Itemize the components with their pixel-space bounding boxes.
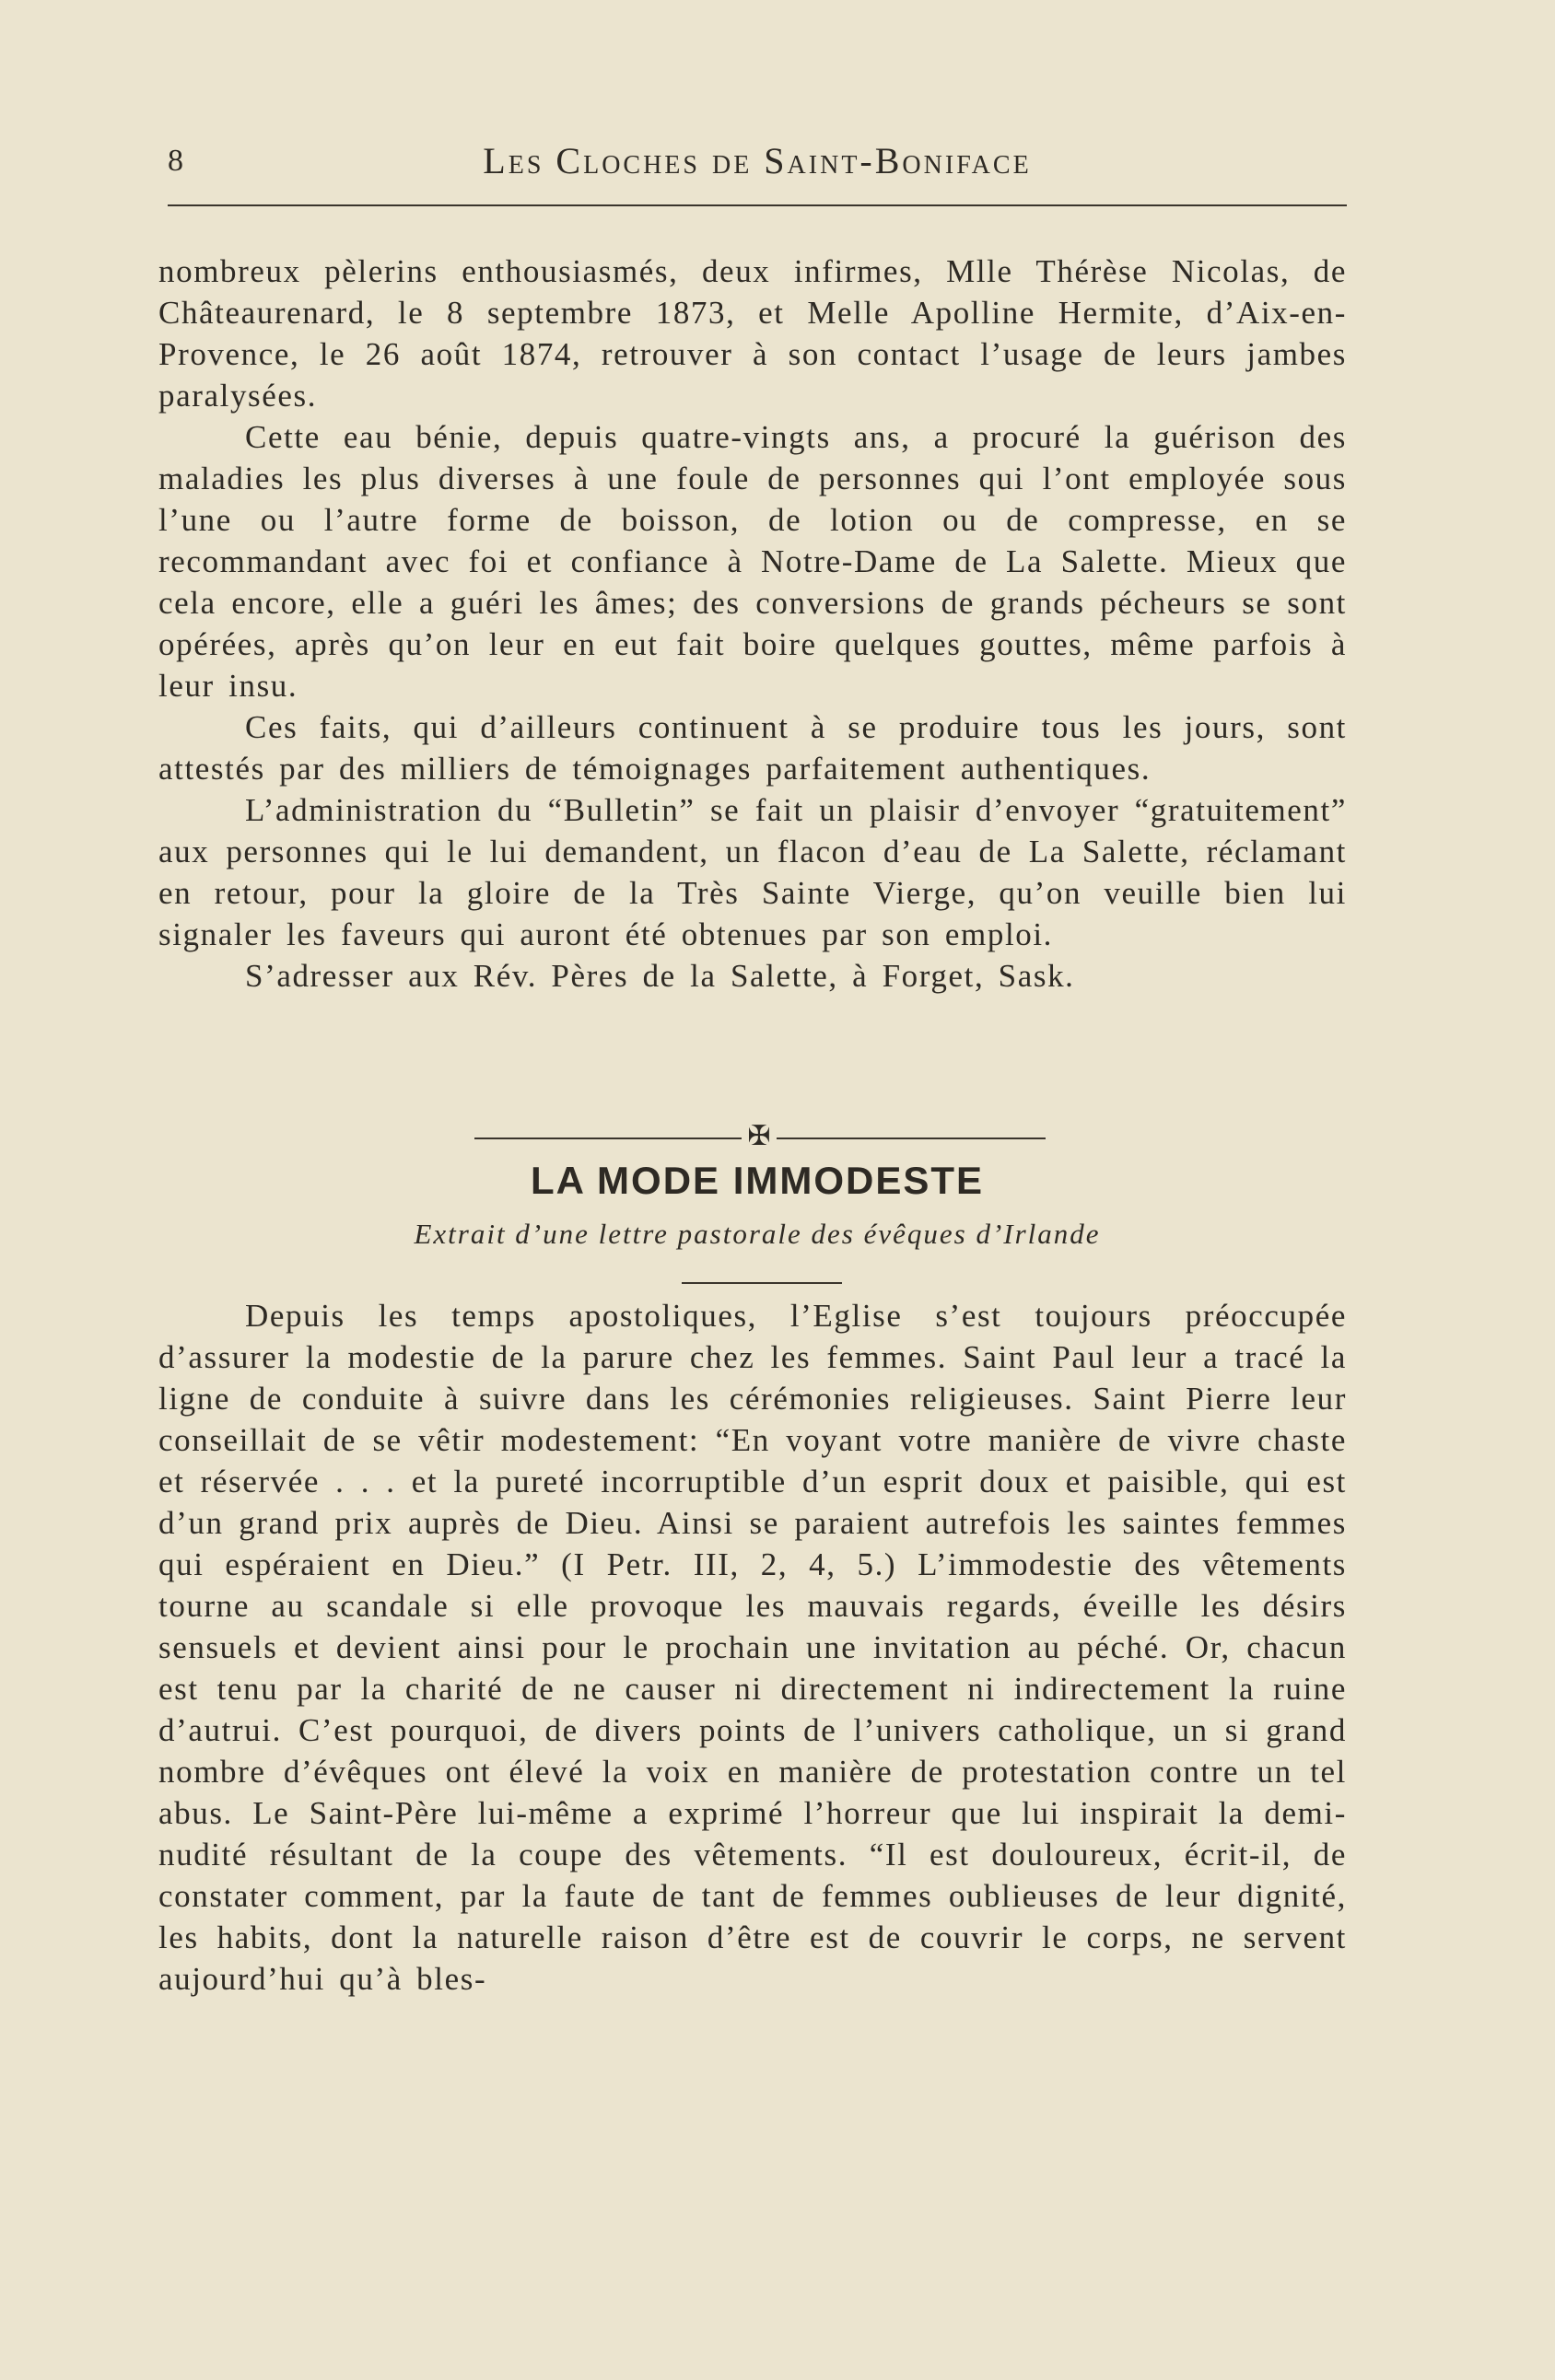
cross-ornament-icon: ✠ [747, 1121, 771, 1151]
paragraph-eau-benie: Cette eau bénie, depuis quatre-vingts ans, a procuré la guérison des maladies les plus diverses à une foule de personnes qui l’ont employée sous l’une ou l’autre forme de boisson, de lotion ou de compresse, en se recommandant avec foi et confiance à Notre-Dame de La Salette. Mieux que cela encore, elle a guéri les âmes; des conversions de grands pécheurs se sont opérées, après qu’on leur en eut fait boire quelques gouttes, même parfois à leur insu. [158, 419, 1347, 704]
running-head [168, 138, 1347, 184]
paragraph-faits: Ces faits, qui d’ailleurs continuent à se produire tous les jours, sont attestés par des milliers de témoignages parfaitement authentiques. [158, 709, 1347, 787]
page-number: 8 [168, 144, 183, 178]
divider-rule-left [474, 1138, 742, 1139]
section-la-salette-text [158, 251, 1347, 997]
article-paragraph: Depuis les temps apostoliques, l’Eglise s’est toujours préoccupée d’assurer la modestie de la parure chez les femmes. Saint Paul leur a tracé la ligne de conduite à suivre dans les cérémonies religieuses. Saint Pierre leur conseillait de se vêtir modestement: “En voyant votre manière de vivre chaste et réservée . . . et la pureté incorruptible d’un esprit doux et paisible, qui est d’un grand prix auprès de Dieu. Ainsi se paraient autrefois les saintes femmes qui espéraient en Dieu.” (I Petr. III, 2, 4, 5.) L’immodestie des vêtements tourne au scandale si elle provoque les mauvais regards, éveille les désirs sensuels et devient ainsi pour le prochain une invitation au péché. Or, chacun est tenu par la charité de ne causer ni directement ni indirectement la ruine d’autrui. C’est pourquoi, de divers points de l’univers catholique, un si grand nombre d’évêques ont élevé la voix en manière de protestation contre un tel abus. Le Saint-Père lui-même a exprimé l’horreur que lui inspirait la demi-nudité résultant de la coupe des vêtements. “Il est douloureux, écrit-il, de constater comment, par la faute de tant de femmes oublieuses de leur dignité, les habits, dont la naturelle raison d’être est de couvrir le corps, ne servent aujourd’hui qu’à bles- [158, 1298, 1347, 1997]
header-rule [168, 204, 1347, 206]
paragraph-bulletin: L’administration du “Bulletin” se fait un plaisir d’envoyer “gratuitement” aux personnes qui le lui demandent, un flacon d’eau de La Salette, réclamant en retour, pour la gloire de la Très Sainte Vierge, qu’on veuille bien lui signaler les faveurs qui auront été obtenues par son emploi. [158, 792, 1347, 952]
paragraph-adresse: S’adresser aux Rév. Pères de la Salette, à Forget, Sask. [245, 958, 1075, 994]
divider-rule-right [777, 1138, 1046, 1139]
article-body [158, 1295, 1347, 2000]
running-title: Les Cloches de Saint-Boniface [483, 140, 1032, 181]
title-rule [682, 1282, 842, 1284]
paragraph-continuation: nombreux pèlerins enthousiasmés, deux infirmes, Mlle Thérèse Nicolas, de Châteaurenard, le 8 septembre 1873, et Melle Apolline Hermite, d’Aix-en-Provence, le 26 août 1874, retrouver à son contact l’usage de leurs jambes paralysées. [158, 253, 1347, 414]
section-divider [474, 1121, 1046, 1151]
article-title: LA MODE IMMODESTE [530, 1159, 985, 1202]
article-subtitle: Extrait d’une lettre pastorale des évêques d’Irlande [414, 1218, 1101, 1250]
